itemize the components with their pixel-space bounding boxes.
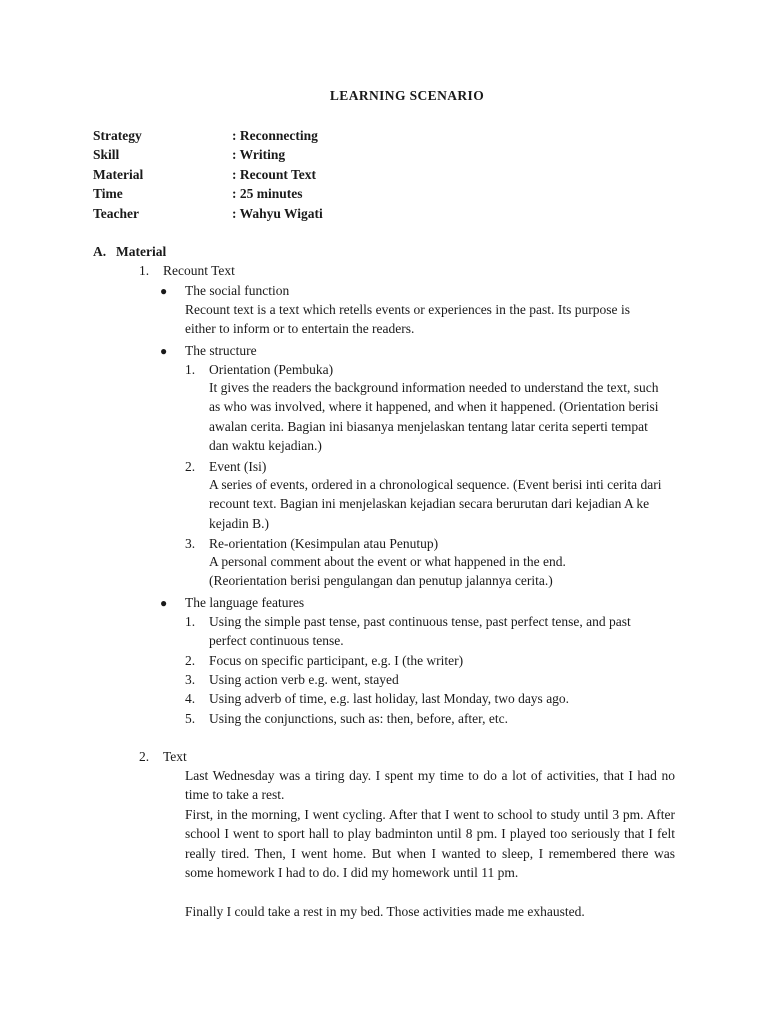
meta-label: Teacher	[93, 205, 139, 221]
list-number: 1.	[185, 614, 196, 629]
list-number: 1.	[185, 362, 196, 377]
text-paragraph: Last Wednesday was a tiring day. I spent my time to do a lot of activities, that I had no time to take a rest.	[185, 768, 675, 803]
list-title: Text	[163, 749, 187, 764]
feature-item	[185, 689, 569, 708]
structure-item-orientation	[185, 360, 333, 379]
meta-value: : Writing	[232, 147, 286, 163]
feature-item-text: Using action verb e.g. went, stayed	[209, 672, 399, 687]
structure-item-title: Event (Isi)	[209, 459, 267, 474]
structure-item-title: Orientation (Pembuka)	[209, 362, 334, 377]
feature-item	[185, 651, 463, 670]
meta-row-teacher	[93, 204, 323, 223]
feature-item	[185, 709, 508, 728]
bullet-social-function	[160, 281, 289, 301]
feature-item	[185, 612, 209, 631]
list-number: 1.	[139, 263, 150, 278]
meta-row-time	[93, 184, 323, 203]
meta-row-strategy	[93, 126, 323, 145]
bullet-icon: ●	[160, 596, 168, 610]
meta-value: : Recount Text	[232, 166, 316, 182]
feature-item	[185, 670, 399, 689]
bullet-structure	[160, 341, 257, 361]
bullet-heading: The language features	[185, 595, 305, 610]
list-number: 3.	[185, 536, 196, 551]
list-number: 3.	[185, 672, 196, 687]
bullet-heading: The social function	[185, 283, 290, 298]
feature-item-text: Focus on specific participant, e.g. I (the writer)	[209, 653, 464, 668]
meta-value: : Reconnecting	[232, 128, 318, 143]
list-number: 2.	[185, 653, 196, 668]
social-function-text: Recount text is a text which retells events or experiences in the past. Its purpose is either to inform or to entertain the readers.	[185, 302, 630, 337]
document-title: LEARNING SCENARIO	[329, 88, 485, 103]
bullet-language-features	[160, 593, 304, 613]
structure-item-text: A personal comment about the event or what happened in the end. (Reorientation berisi pengulangan dan penutup jalannya cerita.)	[209, 554, 566, 589]
list-title: Recount Text	[163, 263, 235, 278]
meta-row-material	[93, 165, 323, 184]
list-number: 2.	[139, 749, 150, 764]
list-number: 4.	[185, 691, 196, 706]
structure-item-title: Re-orientation (Kesimpulan atau Penutup)	[209, 536, 439, 551]
feature-item-text: Using the conjunctions, such as: then, before, after, etc.	[209, 711, 508, 726]
bullet-icon: ●	[160, 284, 168, 298]
structure-item-event	[185, 457, 266, 476]
feature-item-text: Using the simple past tense, past continuous tense, past perfect tense, and past perfect continuous tense.	[209, 614, 631, 649]
meta-value: : 25 minutes	[232, 186, 303, 202]
bullet-heading: The structure	[185, 343, 257, 358]
scenario-meta	[93, 126, 323, 223]
structure-item-text: It gives the readers the background information needed to understand the text, such as who was involved, where it happened, and when it happened. (Orientation berisi awalan cerita. Bagian ini biasanya menjelaskan tentang latar cerita seperti tempat dan waktu kejadian.)	[209, 380, 659, 454]
section-heading	[93, 242, 166, 261]
list-number: 5.	[185, 711, 196, 726]
meta-label: Material	[93, 166, 144, 182]
text-paragraph: Finally I could take a rest in my bed. Those activities made me exhausted.	[185, 904, 585, 919]
meta-label: Strategy	[93, 128, 142, 143]
meta-row-skill	[93, 145, 323, 164]
meta-value: : Wahyu Wigati	[232, 205, 323, 221]
meta-label: Time	[93, 186, 123, 202]
structure-item-text: A series of events, ordered in a chronological sequence. (Event berisi inti cerita dari recount text. Bagian ini menjelaskan kejadian secara berurutan dari kejadian A ke kejadin B.)	[209, 477, 662, 531]
section-title: Material	[116, 244, 167, 259]
section-letter: A.	[93, 244, 107, 259]
feature-item-text: Using adverb of time, e.g. last holiday, last Monday, two days ago.	[209, 691, 570, 706]
list-number: 2.	[185, 459, 196, 474]
text-paragraph: First, in the morning, I went cycling. After that I went to school to study until 3 pm. After school I went to sport hall to play badminton until 8 pm. I played too seriously that I felt really tired. Then, I went home. But when I wanted to sleep, I remembered there was some homework I had to do. I did my homework until 11 pm.	[185, 807, 675, 881]
list-item-recount-text	[139, 261, 235, 280]
bullet-icon: ●	[160, 344, 168, 358]
meta-label: Skill	[93, 147, 120, 163]
list-item-text	[139, 747, 187, 766]
structure-item-reorientation	[185, 534, 438, 553]
